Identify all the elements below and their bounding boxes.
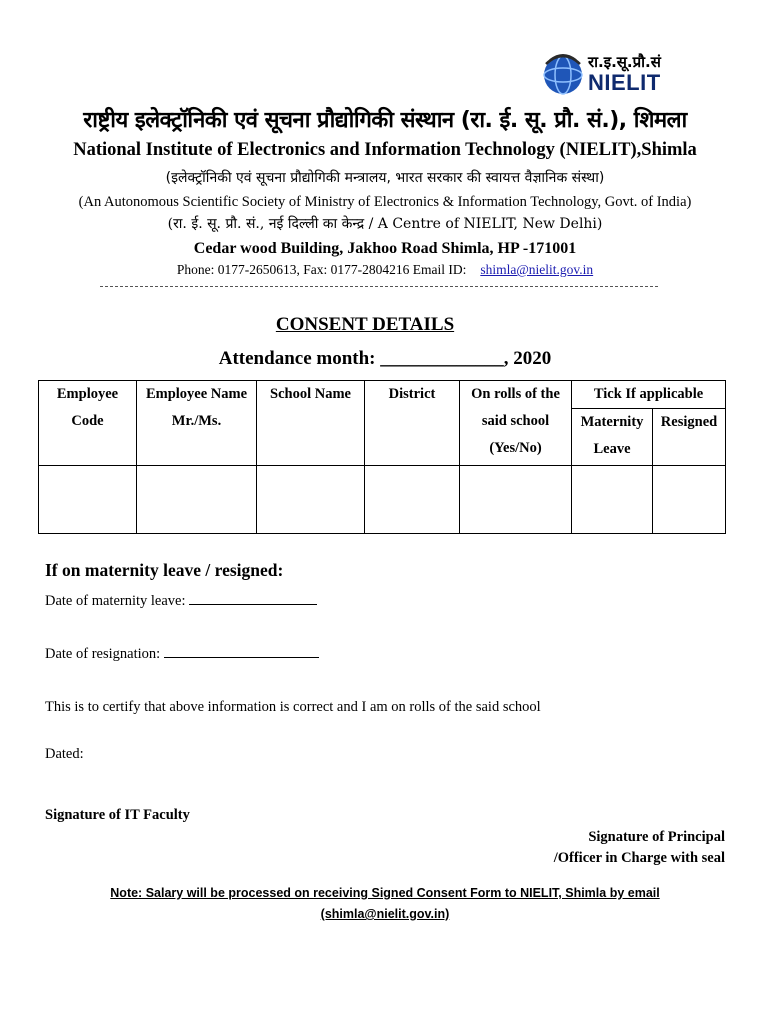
address-line: Cedar wood Building, Jakhoo Road Shimla, HP -171001: [193, 240, 577, 257]
header-divider: [100, 286, 658, 287]
cell-school-name[interactable]: [257, 466, 365, 534]
header-on-rolls: On rolls of the said school (Yes/No): [460, 381, 572, 466]
cell-resigned[interactable]: [653, 466, 726, 534]
dated-label: Dated:: [45, 746, 84, 762]
resignation-date-row: [45, 645, 319, 663]
attendance-label: Attendance month:: [218, 348, 376, 369]
email-link[interactable]: shimla@nielit.gov.in: [480, 262, 594, 277]
globe-icon: [540, 50, 586, 96]
header-employee-name: Employee Name Mr./Ms.: [137, 381, 257, 466]
signature-principal: Signature of Principal /Officer in Charge with seal: [553, 829, 725, 866]
cell-district[interactable]: [365, 466, 460, 534]
maternity-date-blank[interactable]: [189, 592, 317, 605]
header-school-name: School Name: [257, 381, 365, 466]
cell-maternity-leave[interactable]: [572, 466, 653, 534]
cell-employee-name[interactable]: [137, 466, 257, 534]
institute-name-english: National Institute of Electronics and Information Technology (NIELIT),Shimla: [73, 140, 697, 160]
maternity-date-row: [45, 592, 317, 610]
resignation-date-label: Date of resignation:: [45, 646, 161, 662]
consent-table: [38, 380, 726, 534]
cell-employee-code[interactable]: [39, 466, 137, 534]
page-title: CONSENT DETAILS: [275, 314, 455, 335]
autonomous-society-line: (An Autonomous Scientific Society of Ministry of Electronics & Information Technology, Govt. of India): [78, 194, 692, 210]
header-employee-code: Employee Code: [39, 381, 137, 466]
ministry-hindi: (इलेक्ट्रॉनिकी एवं सूचना प्रौद्योगिकी मन्त्रालय, भारत सरकार की स्वायत्त वैज्ञानिक संस्था): [165, 170, 605, 186]
institute-name-hindi: राष्ट्रीय इलेक्ट्रॉनिकी एवं सूचना प्रौद्योगिकी संस्थान (रा. ई. सू. प्रौ. सं.), शिमला: [83, 108, 687, 133]
maternity-resigned-heading: If on maternity leave / resigned:: [45, 560, 284, 580]
header-district: District: [365, 381, 460, 466]
nielit-logo: [540, 48, 680, 100]
resignation-date-blank[interactable]: [164, 645, 319, 658]
logo-hindi-abbr: रा.इ.सू.प्रौ.सं: [588, 53, 661, 71]
phone-fax-text: Phone: 0177-2650613, Fax: 0177-2804216 Email ID:: [176, 262, 467, 277]
attendance-year: , 2020: [503, 348, 552, 369]
centre-line: (रा. ई. सू. प्रौ. सं., नई दिल्ली का केन्द्र / A Centre of NIELIT, New Delhi): [167, 216, 603, 232]
attendance-month-line: [0, 348, 770, 370]
salary-note-email[interactable]: (shimla@nielit.gov.in): [320, 907, 450, 921]
header-maternity-leave: Maternity Leave: [572, 409, 653, 466]
certification-text: This is to certify that above information is correct and I am on rolls of the said school: [45, 699, 541, 715]
cell-on-rolls[interactable]: [460, 466, 572, 534]
attendance-month-blank[interactable]: _____________: [380, 348, 504, 369]
signature-it-faculty: Signature of IT Faculty: [45, 807, 190, 823]
logo-brand: NIELIT: [588, 70, 661, 95]
contact-line: [0, 262, 770, 278]
header-tick-if-applicable: Tick If applicable: [572, 381, 726, 409]
maternity-date-label: Date of maternity leave:: [45, 593, 186, 609]
salary-note: Note: Salary will be processed on receiving Signed Consent Form to NIELIT, Shimla by email: [110, 886, 660, 900]
header-resigned: Resigned: [653, 409, 726, 466]
